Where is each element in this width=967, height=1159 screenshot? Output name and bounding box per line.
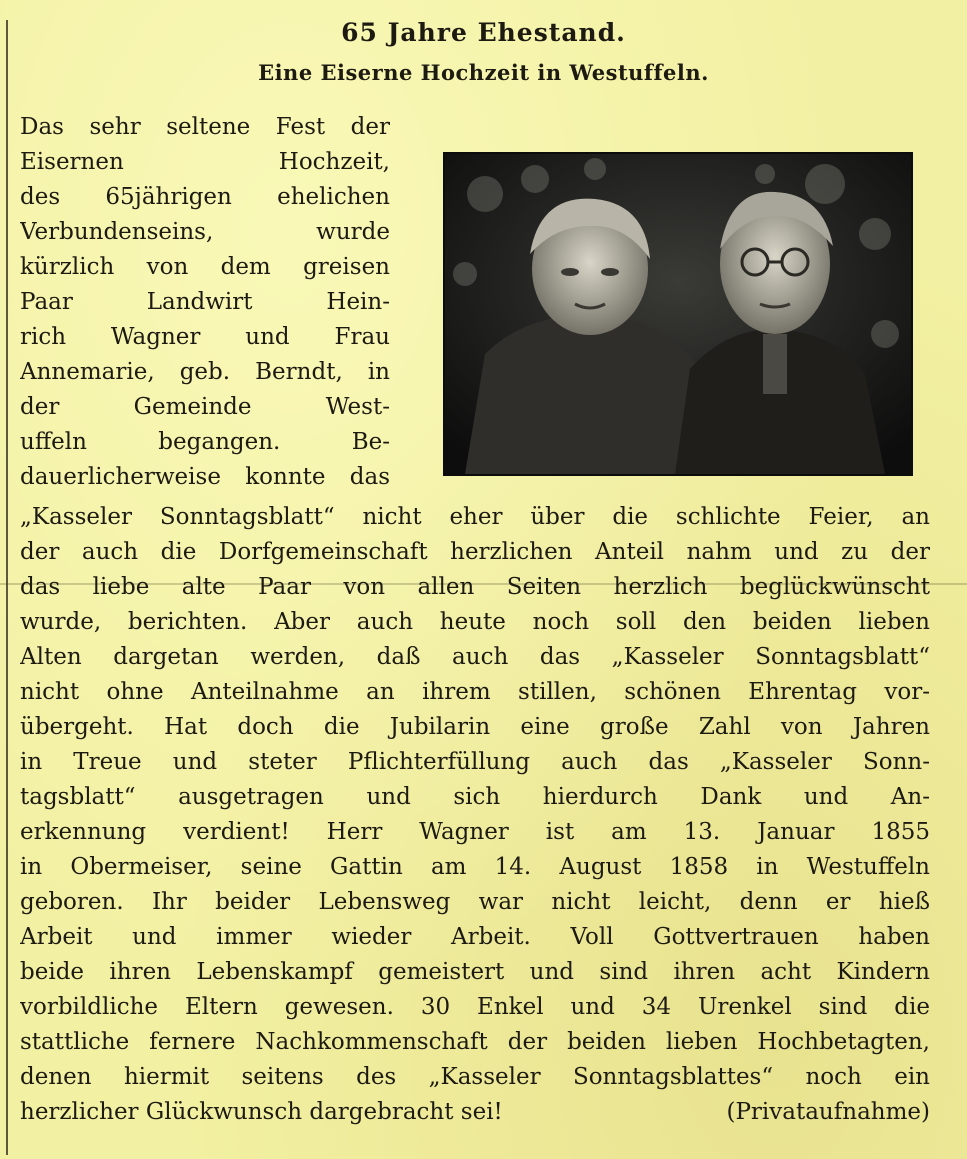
article-line: Arbeit und immer wieder Arbeit. Voll Gottvertrauen haben bbox=[20, 924, 930, 950]
subheadline: Eine Eiserne Hochzeit in Westuffeln. bbox=[258, 60, 709, 85]
article-line: Alten dargetan werden, daß auch das „Kasseler Sonntagsblatt“ bbox=[20, 644, 930, 670]
article-line: kürzlich von dem greisen bbox=[20, 254, 390, 280]
article-line: „Kasseler Sonntagsblatt“ nicht eher über die schlichte Feier, an bbox=[20, 504, 930, 530]
article-line: übergeht. Hat doch die Jubilarin eine große Zahl von Jahren bbox=[20, 714, 930, 740]
headline: 65 Jahre Ehestand. bbox=[341, 18, 626, 47]
article-line: Das sehr seltene Fest der bbox=[20, 114, 390, 140]
article-line: stattliche fernere Nachkommenschaft der beiden lieben Hochbetagten, bbox=[20, 1029, 930, 1055]
article-line: geboren. Ihr beider Lebensweg war nicht leicht, denn er hieß bbox=[20, 889, 930, 915]
article-line: vorbildliche Eltern gewesen. 30 Enkel und 34 Urenkel sind die bbox=[20, 994, 930, 1020]
photo-image bbox=[445, 154, 911, 474]
article-line: das liebe alte Paar von allen Seiten herzlich beglückwünscht bbox=[20, 574, 930, 600]
article-line: Verbundenseins, wurde bbox=[20, 219, 390, 245]
article-line: denen hiermit seitens des „Kasseler Sonntagsblattes“ noch ein bbox=[20, 1064, 930, 1090]
article-line: herzlicher Glückwunsch dargebracht sei! bbox=[20, 1099, 503, 1125]
photo-credit: (Privataufnahme) bbox=[726, 1099, 930, 1125]
article-line: beide ihren Lebenskampf gemeistert und sind ihren acht Kindern bbox=[20, 959, 930, 985]
article-line: Paar Landwirt Hein- bbox=[20, 289, 390, 315]
article-line: rich Wagner und Frau bbox=[20, 324, 390, 350]
article-line: Eisernen Hochzeit, bbox=[20, 149, 390, 175]
article-line: der Gemeinde West- bbox=[20, 394, 390, 420]
article-line: Annemarie, geb. Berndt, in bbox=[20, 359, 390, 385]
article-line: in Treue und steter Pflichterfüllung auch das „Kasseler Sonn- bbox=[20, 749, 930, 775]
article-line: dauerlicherweise konnte das bbox=[20, 464, 390, 490]
column-rule bbox=[6, 20, 8, 1155]
article-line: tagsblatt“ ausgetragen und sich hierdurch Dank und An- bbox=[20, 784, 930, 810]
article-line: uffeln begangen. Be- bbox=[20, 429, 390, 455]
article-line: wurde, berichten. Aber auch heute noch soll den beiden lieben bbox=[20, 609, 930, 635]
article-line: in Obermeiser, seine Gattin am 14. August 1858 in Westuffeln bbox=[20, 854, 930, 880]
article-line: erkennung verdient! Herr Wagner ist am 13. Januar 1855 bbox=[20, 819, 930, 845]
couple-photo bbox=[443, 152, 913, 476]
article-line: des 65jährigen ehelichen bbox=[20, 184, 390, 210]
article-line: der auch die Dorfgemeinschaft herzlichen Anteil nahm und zu der bbox=[20, 539, 930, 565]
article-line: nicht ohne Anteilnahme an ihrem stillen, schönen Ehrentag vor- bbox=[20, 679, 930, 705]
article-last-line bbox=[20, 1095, 930, 1129]
